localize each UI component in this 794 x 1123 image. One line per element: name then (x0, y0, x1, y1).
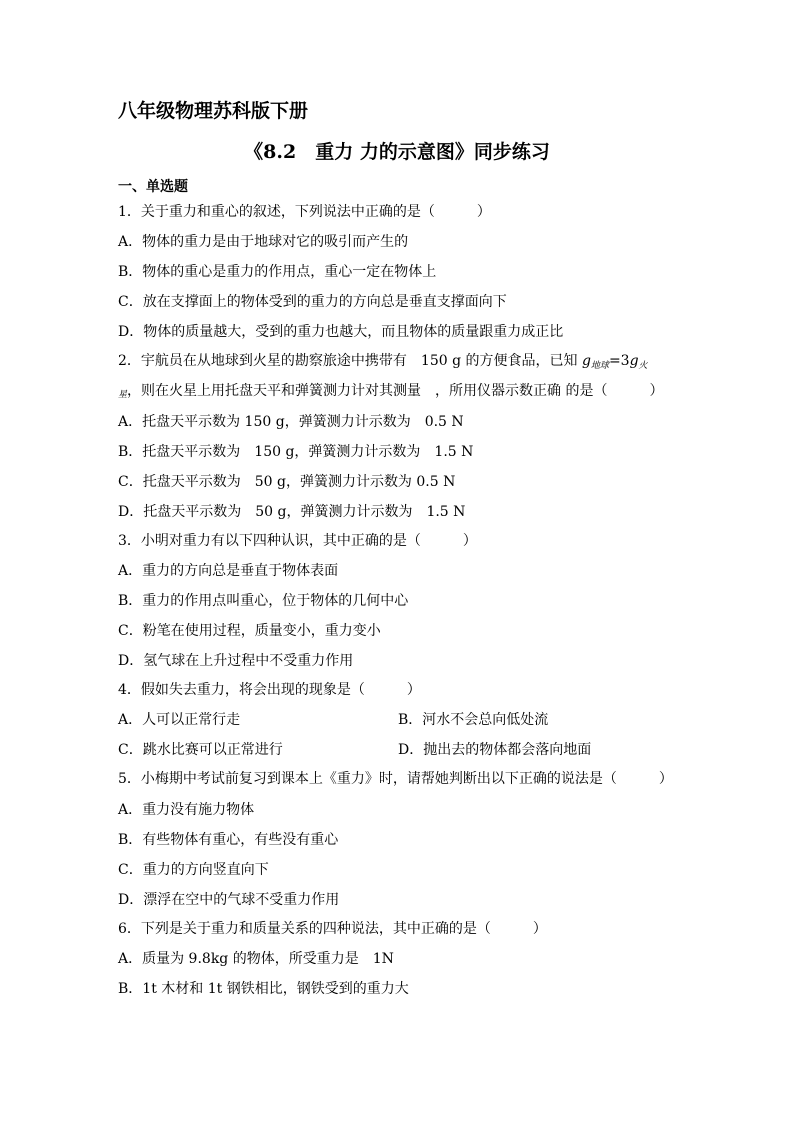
question-1-stem: 1．关于重力和重心的叙述，下列说法中正确的是（ ） (118, 204, 491, 220)
question-4-option-d: D．抛出去的物体都会落向地面 (398, 742, 592, 758)
question-2-option-b: B．托盘天平示数为 150 g，弹簧测力计示数为 1.5 N (118, 444, 474, 460)
document-title: 《8.2 重力 力的示意图》同步练习 (244, 141, 550, 163)
mars-subscript-a: 火 (638, 361, 648, 371)
question-5-stem: 5．小梅期中考试前复习到课本上《重力》时，请帮她判断出以下正确的说法是（ ） (118, 771, 673, 787)
ratio-text: =3 (608, 353, 630, 369)
question-4-option-c: C．跳水比赛可以正常进行 (118, 742, 283, 758)
question-1-option-b: B．物体的重心是重力的作用点，重心一定在物体上 (118, 264, 437, 280)
question-5-option-b: B．有些物体有重心，有些没有重心 (118, 832, 339, 848)
question-1-option-d: D．物体的质量越大，受到的重力也越大，而且物体的质量跟重力成正比 (118, 324, 564, 340)
gravity-symbol-earth: g (581, 353, 591, 369)
question-3-option-d: D．氢气球在上升过程中不受重力作用 (118, 653, 354, 669)
question-1-option-c: C．放在支撑面上的物体受到的重力的方向总是垂直支撑面向下 (118, 294, 507, 310)
question-5-option-d: D．漂浮在空中的气球不受重力作用 (118, 892, 340, 908)
gravity-symbol-mars: g (629, 353, 639, 369)
book-title: 八年级物理苏科版下册 (118, 100, 309, 122)
question-4-option-b: B．河水不会总向低处流 (398, 712, 549, 728)
earth-subscript: 地球 (590, 361, 609, 371)
question-2-stem-text: 2．宇航员在从地球到火星的勘察旅途中携带有 150 g 的方便食品，已知 (118, 353, 582, 369)
question-2-stem-rest: ，则在火星上用托盘天平和弹簧测力计对其测量 ，所用仪器示数正确 的是（ ） (127, 383, 664, 399)
question-3-stem: 3．小明对重力有以下四种认识，其中正确的是（ ） (118, 533, 477, 549)
question-3-option-a: A．重力的方向总是垂直于物体表面 (118, 563, 339, 579)
mars-subscript-b: 星 (118, 390, 128, 400)
question-5-option-a: A．重力没有施力物体 (118, 802, 255, 818)
question-2-option-a: A．托盘天平示数为 150 g，弹簧测力计示数为 0.5 N (118, 414, 464, 430)
question-5-option-c: C．重力的方向竖直向下 (118, 862, 269, 878)
question-6-option-a: A．质量为 9.8kg 的物体，所受重力是 1N (118, 951, 394, 967)
question-2-option-c: C．托盘天平示数为 50 g，弹簧测力计示数为 0.5 N (118, 474, 456, 490)
question-1-option-a: A．物体的重力是由于地球对它的吸引而产生的 (118, 234, 409, 250)
question-2-stem-line1 (118, 352, 648, 372)
question-3-option-c: C．粉笔在使用过程，质量变小，重力变小 (118, 623, 381, 639)
question-6-stem: 6．下列是关于重力和质量关系的四种说法，其中正确的是（ ） (118, 921, 547, 937)
question-4-stem: 4．假如失去重力，将会出现的现象是（ ） (118, 682, 421, 698)
question-3-option-b: B．重力的作用点叫重心，位于物体的几何中心 (118, 593, 409, 609)
question-2-option-d: D．托盘天平示数为 50 g，弹簧测力计示数为 1.5 N (118, 504, 466, 520)
section-heading: 一、单选题 (118, 179, 188, 195)
question-4-option-a: A．人可以正常行走 (118, 712, 241, 728)
question-2-stem-line2 (118, 382, 663, 402)
question-6-option-b: B．1t 木材和 1t 钢铁相比，钢铁受到的重力大 (118, 981, 409, 997)
